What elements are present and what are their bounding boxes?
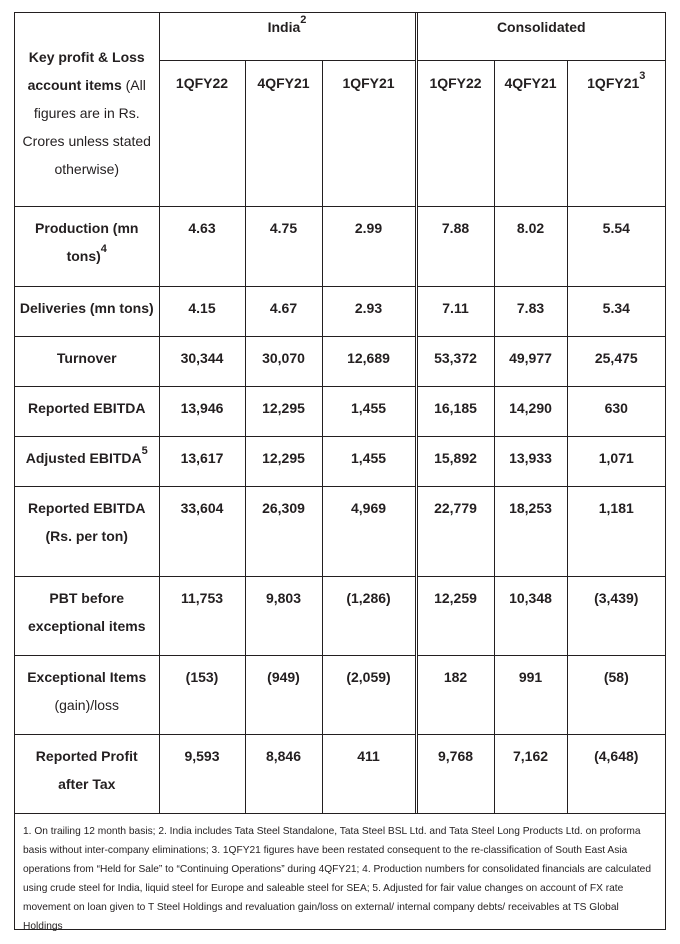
table-cell: (4,648) [567, 735, 665, 814]
row-label: Deliveries (mn tons) [15, 287, 159, 337]
row-label: Turnover [15, 337, 159, 387]
period-header: 1QFY22 [159, 61, 245, 207]
table-cell: 8.02 [494, 207, 567, 287]
table-cell: 9,593 [159, 735, 245, 814]
table-cell: 7.88 [416, 207, 494, 287]
table-cell: 182 [416, 656, 494, 735]
results-table-frame [14, 12, 666, 930]
table-cell: 411 [322, 735, 416, 814]
table-cell: 1,071 [567, 437, 665, 487]
period-header: $1QFY21^3$ [567, 61, 665, 207]
table-cell: (3,439) [567, 577, 665, 656]
header-label-line-3: (All [125, 77, 146, 93]
table-cell: 12,259 [416, 577, 494, 656]
row-label: Reported EBITDA (Rs. per ton) [15, 487, 159, 577]
table-row-deliveries [15, 287, 665, 337]
row-label: Exceptional Items (gain)/loss [15, 656, 159, 735]
table-cell: 33,604 [159, 487, 245, 577]
header-label-line-2: account items [27, 77, 122, 93]
table-cell: 53,372 [416, 337, 494, 387]
table-cell: 7.11 [416, 287, 494, 337]
table-row-exceptional-items [15, 656, 665, 735]
table-cell: 5.34 [567, 287, 665, 337]
table-cell: 2.99 [322, 207, 416, 287]
table-cell: 30,070 [245, 337, 322, 387]
table-cell: 1,455 [322, 437, 416, 487]
table-row-production [15, 207, 665, 287]
header-row-groups [15, 13, 665, 61]
table-cell: 30,344 [159, 337, 245, 387]
header-label-line-6: otherwise) [54, 161, 120, 177]
table-row-turnover [15, 337, 665, 387]
table-cell: 7.83 [494, 287, 567, 337]
header-label-cell [15, 13, 159, 207]
table-cell: 12,689 [322, 337, 416, 387]
table-cell: 2.93 [322, 287, 416, 337]
period-header: 1QFY21 [322, 61, 416, 207]
table-cell: 13,617 [159, 437, 245, 487]
table-cell: 9,768 [416, 735, 494, 814]
table-cell: 11,753 [159, 577, 245, 656]
group-header-india: India$^2$ [159, 13, 416, 61]
table-cell: 8,846 [245, 735, 322, 814]
row-label: Reported Profit after Tax [15, 735, 159, 814]
table-cell: 5.54 [567, 207, 665, 287]
table-cell: (949) [245, 656, 322, 735]
table-cell: 1,181 [567, 487, 665, 577]
table-cell: 16,185 [416, 387, 494, 437]
row-label: Adjusted EBITDA$^5$ [15, 437, 159, 487]
india-footnote-ref: 2 [300, 14, 307, 27]
table-cell: (1,286) [322, 577, 416, 656]
table-cell: (153) [159, 656, 245, 735]
table-cell: 12,295 [245, 437, 322, 487]
row-label: PBT before exceptional items [15, 577, 159, 656]
period-header: 4QFY21 [494, 61, 567, 207]
table-cell: 22,779 [416, 487, 494, 577]
table-cell: 1,455 [322, 387, 416, 437]
table-row-pbt [15, 577, 665, 656]
table-cell: 7,162 [494, 735, 567, 814]
period-header: 4QFY21 [245, 61, 322, 207]
table-cell: 4.15 [159, 287, 245, 337]
table-cell: 15,892 [416, 437, 494, 487]
header-label-line-1: Key profit & Loss [28, 49, 145, 65]
period-footnote-ref: 3 [639, 70, 646, 83]
table-cell: 630 [567, 387, 665, 437]
table-row-ebitda-per-ton [15, 487, 665, 577]
row-footnote-ref: 4 [100, 243, 107, 256]
header-label-line-4: figures are in Rs. [33, 105, 140, 121]
row-label: Production (mn tons)$^4$ [15, 207, 159, 287]
table-row-profit-after-tax [15, 735, 665, 814]
table-cell: 13,946 [159, 387, 245, 437]
table-cell: 12,295 [245, 387, 322, 437]
row-footnote-ref: 5 [141, 445, 148, 458]
table-cell: 14,290 [494, 387, 567, 437]
table-cell: 25,475 [567, 337, 665, 387]
table-cell: 9,803 [245, 577, 322, 656]
table-cell: 4.67 [245, 287, 322, 337]
table-cell: 4,969 [322, 487, 416, 577]
table-cell: 991 [494, 656, 567, 735]
period-header: 1QFY22 [416, 61, 494, 207]
profit-loss-table [15, 13, 665, 814]
table-cell: 13,933 [494, 437, 567, 487]
table-cell: 4.75 [245, 207, 322, 287]
table-row-reported-ebitda [15, 387, 665, 437]
table-row-adjusted-ebitda [15, 437, 665, 487]
table-cell: (58) [567, 656, 665, 735]
header-label-line-5: Crores unless stated [22, 133, 151, 149]
row-label: Reported EBITDA [15, 387, 159, 437]
footnotes: 1. On trailing 12 month basis; 2. India includes Tata Steel Standalone, Tata Steel BSL Ltd. and Tata Steel Long Products Ltd. on proforma basis without inter-company eliminations; 3. 1QFY21 figures have been restated consequent to the re-classification of South East Asia operations from “Held for Sale” to “Continuing Operations” during 4QFY21; 4. Production numbers for consolidated financials are calculated using crude steel for India, liquid steel for Europe and saleable steel for SEA; 5. Adjusted for fair value changes on account of FX rate movement on loan given to T Steel Holdings and revaluation gain/loss on external/ internal company debts/ receivables at TS Global Holdings [15, 813, 665, 929]
group-header-consolidated: Consolidated [416, 13, 665, 61]
table-cell: 18,253 [494, 487, 567, 577]
table-cell: 49,977 [494, 337, 567, 387]
table-cell: 10,348 [494, 577, 567, 656]
table-cell: 26,309 [245, 487, 322, 577]
table-cell: 4.63 [159, 207, 245, 287]
table-cell: (2,059) [322, 656, 416, 735]
